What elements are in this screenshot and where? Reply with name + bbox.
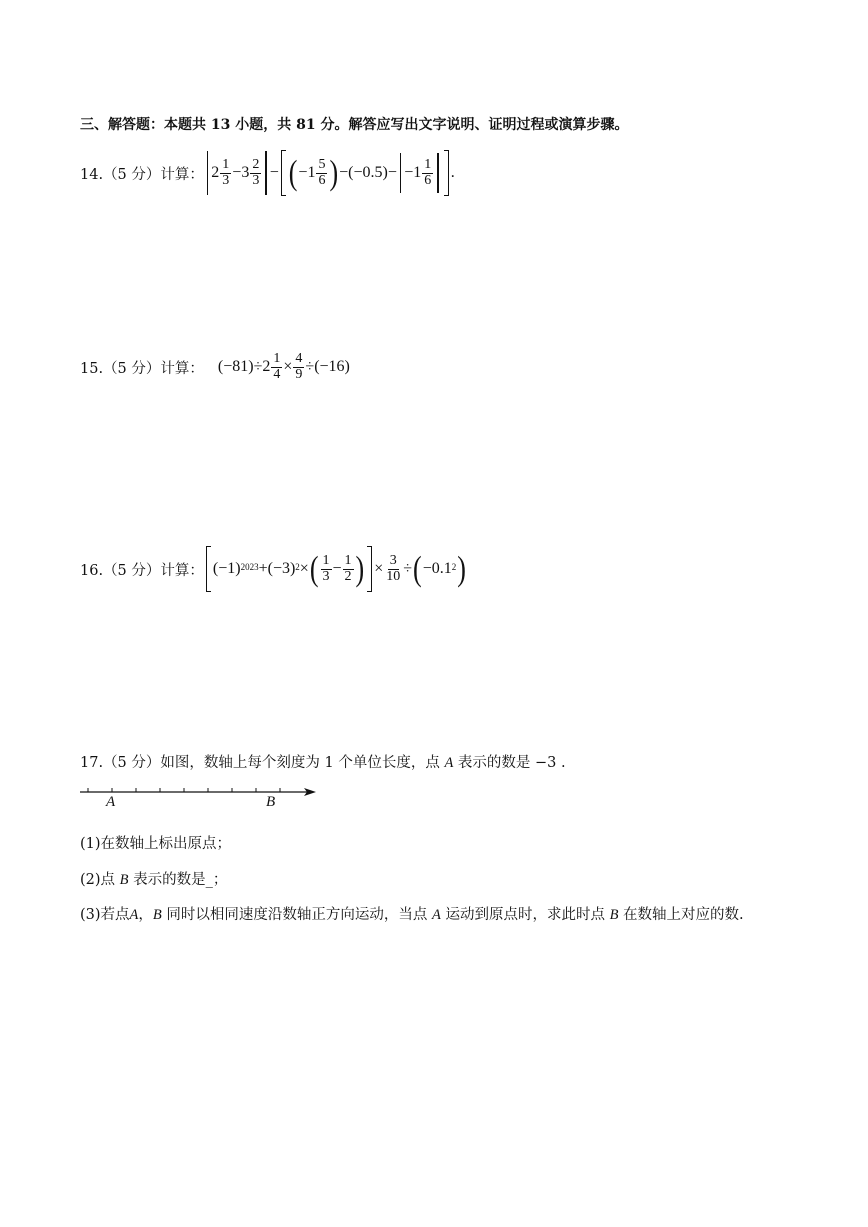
q14-frac3: $\frac{5}{6}$ xyxy=(318,156,326,188)
paren-right-2: ) xyxy=(457,548,466,588)
bracket-left xyxy=(206,546,211,592)
q16-t2: +(−3) xyxy=(258,560,296,577)
q14-minus3: −3 xyxy=(232,164,250,181)
question-14 xyxy=(80,150,455,196)
q16-e3: 2 xyxy=(451,562,457,572)
q16-e1: 2023 xyxy=(240,562,259,572)
abs-bar-right-2 xyxy=(437,153,438,193)
question-17-item-3: (3)若点A，B 同时以相同速度沿数轴正方向运动，当点 A 运动到原点时，求此时点 B 在数轴上对应的数. xyxy=(80,907,744,923)
bracket-right xyxy=(367,546,372,592)
q14-whole1: 2 xyxy=(211,164,220,181)
q14-neg1: −1 xyxy=(298,164,316,181)
question-14-expression xyxy=(204,150,455,196)
q14-minus: − xyxy=(269,164,279,181)
q16-minus: − xyxy=(332,560,342,577)
question-17 xyxy=(80,751,566,772)
q16-e2: 2 xyxy=(295,562,300,572)
q16-t3: × xyxy=(299,560,309,577)
q15-frac1: $\frac{1}{4}$ xyxy=(273,351,281,382)
q14-mid: (−0.5) xyxy=(348,164,388,181)
bracket-right xyxy=(444,150,449,196)
question-16-label: 16.（5 分）计算： xyxy=(80,562,204,579)
q15-a: (−81)÷2 xyxy=(217,358,271,376)
axis-label-b: B xyxy=(266,794,276,810)
question-14-label: 14.（5 分）计算： xyxy=(80,166,204,183)
abs-bar-left xyxy=(207,151,208,195)
bracket-left xyxy=(281,150,286,196)
question-17-point-a: A xyxy=(444,755,454,771)
q16-times: × xyxy=(374,560,384,577)
abs-bar-right xyxy=(265,151,266,195)
q14-frac2: $\frac{2}{3}$ xyxy=(252,156,260,188)
paren-right: ) xyxy=(329,152,339,192)
q16-frac1: $\frac{1}{3}$ xyxy=(322,552,330,584)
q14-op2: − xyxy=(387,164,397,181)
q14-end: . xyxy=(450,164,455,181)
q14-frac4: $\frac{1}{6}$ xyxy=(424,156,432,188)
q16-frac3: $\frac{3}{10}$ xyxy=(386,552,401,584)
question-17-item-2: (2)点 B 表示的数是_； xyxy=(80,872,228,888)
axis-label-a: A xyxy=(106,794,116,810)
q16-t4: −0.1 xyxy=(422,560,452,577)
question-15 xyxy=(80,352,350,382)
q14-op1: − xyxy=(339,164,349,181)
q16-t1: (−1) xyxy=(212,560,241,577)
question-17-label: 17.（5 分）如图，数轴上每个刻度为 1 个单位长度，点 xyxy=(80,755,440,771)
question-17-label-tail: 表示的数是 −3 . xyxy=(457,755,566,771)
q16-frac2: $\frac{1}{2}$ xyxy=(344,552,352,584)
q15-frac2: $\frac{4}{9}$ xyxy=(295,351,303,382)
q15-tail: ÷(−16) xyxy=(305,358,350,376)
question-16-expression xyxy=(204,546,467,592)
paren-left: ( xyxy=(288,152,298,192)
question-16 xyxy=(80,546,467,592)
paren-right: ) xyxy=(355,548,365,588)
q15-times: × xyxy=(283,358,293,376)
paren-left: ( xyxy=(309,548,319,588)
abs-bar-left-2 xyxy=(400,153,401,193)
q14-frac1: $\frac{1}{3}$ xyxy=(222,156,230,188)
q14-neg2: −1 xyxy=(404,164,422,181)
paren-left-2: ( xyxy=(413,548,422,588)
q16-div: ÷ xyxy=(403,560,413,577)
question-15-expression xyxy=(218,352,350,382)
section-heading: 三、解答题：本题共 13 小题，共 81 分。解答应写出文字说明、证明过程或演算步骤。 xyxy=(80,117,629,133)
question-15-label: 15.（5 分）计算： xyxy=(80,360,204,377)
question-17-item-1: (1)在数轴上标出原点； xyxy=(80,836,232,852)
